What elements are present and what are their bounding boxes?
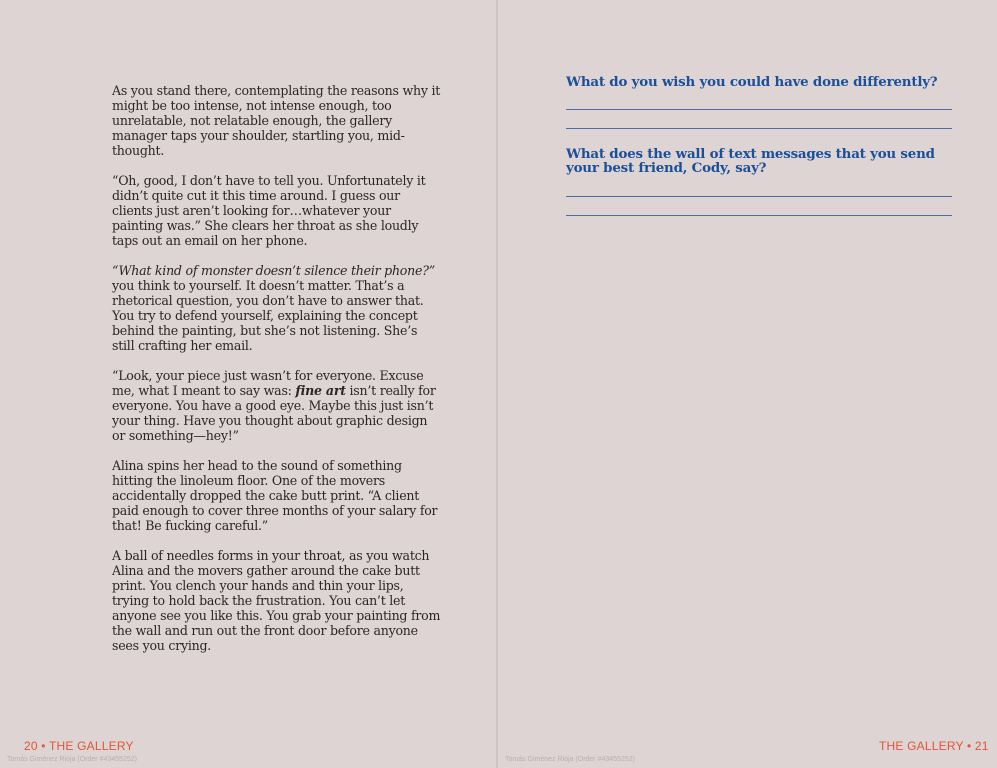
paragraph-2: “Oh, good, I don’t have to tell you. Unfortunately it didn’t quite cut it this time around. I guess our clients just aren’t looking for…whatever your painting was.” She clears her throat as she loudly taps out an email on her phone. <box>112 173 426 248</box>
paragraph-4: “Look, your piece just wasn’t for everyone. Excuse me, what I meant to say was: fine art isn’t really for everyone. You have a good eye. Maybe this just isn’t your thing. Have you thought about graphic design or something—hey!” <box>112 368 436 443</box>
paragraph-5: Alina spins her head to the sound of something hitting the linoleum floor. One of the movers accidentally dropped the cake butt print. “A client paid enough to cover three months of your salary for that! Be fucking careful.” <box>112 458 438 533</box>
prompt-2: What does the wall of text messages that you send your best friend, Cody, say? <box>566 146 935 176</box>
prompt-1: What do you wish you could have done differently? <box>566 74 938 90</box>
answer-line-2a[interactable] <box>566 196 952 197</box>
story-text <box>112 83 442 668</box>
left-order-info: Tomás Giménez Rioja (Order #43455252) <box>7 756 137 763</box>
right-folio: THE GALLERY • 21 <box>879 739 989 753</box>
left-folio: 20 • THE GALLERY <box>24 739 134 753</box>
paragraph-6: A ball of needles forms in your throat, as you watch Alina and the movers gather around the cake butt print. You clench your hands and thin your lips, trying to hold back the frustration. You can’t let anyone see you like this. You grab your painting from the wall and run out the front door before anyone sees you crying. <box>112 548 441 653</box>
answer-line-1a[interactable] <box>566 109 952 110</box>
paragraph-3: “What kind of monster doesn’t silence their phone?” you think to yourself. It doesn’t matter. That’s a rhetorical question, you don’t have to answer that. You try to defend yourself, explaining the concept behind the painting, but she’s not listening. She’s still crafting her email. <box>112 263 435 353</box>
right-page <box>498 0 997 768</box>
answer-line-1b[interactable] <box>566 128 952 129</box>
paragraph-1: As you stand there, contemplating the reasons why it might be too intense, not intense enough, too unrelatable, not relatable enough, the gallery manager taps your shoulder, startling you, mid-thought. <box>112 83 441 158</box>
italic-thought: “What kind of monster doesn’t silence their phone?” <box>112 263 435 278</box>
answer-line-2b[interactable] <box>566 215 952 216</box>
emphasis-fine-art: fine art <box>295 383 346 398</box>
left-page <box>0 0 497 768</box>
right-order-info: Tomás Giménez Rioja (Order #43455252) <box>505 756 635 763</box>
